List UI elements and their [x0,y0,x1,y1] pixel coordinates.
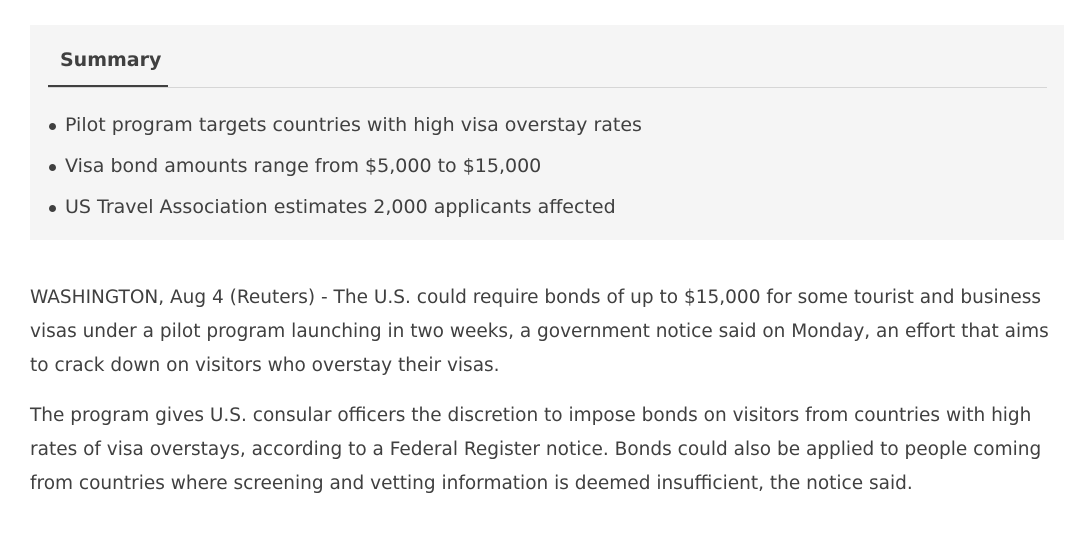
summary-tab[interactable] [48,47,168,91]
article-paragraph: WASHINGTON, Aug 4 (Reuters) - The U.S. could require bonds of up to $15,000 for some tourist and business visas under a pilot program launching in two weeks, a government notice said on Monday, an effort that aims to crack down on visitors who overstay their visas. [30,287,1049,376]
article-body [30,281,1070,517]
summary-title: Summary [60,49,162,71]
summary-bullet-text: Visa bond amounts range from $5,000 to $15,000 [65,155,542,177]
article-paragraph: The program gives U.S. consular officers the discretion to impose bonds on visitors from countries with high rates of visa overstays, according to a Federal Register notice. Bonds could also be applied to people coming from countries where screening and vetting information is deemed insufficient, the notice said. [30,405,1042,494]
summary-box [30,25,1064,240]
summary-bullet [46,194,642,235]
summary-bullet-text: US Travel Association estimates 2,000 applicants affected [65,196,616,218]
bullet-dot-icon [49,164,56,171]
summary-bullet [46,112,642,153]
summary-divider [48,87,1047,88]
bullet-dot-icon [49,123,56,130]
summary-bullet-list [46,112,642,235]
summary-bullet-text: Pilot program targets countries with high visa overstay rates [65,114,642,136]
bullet-dot-icon [49,205,56,212]
summary-bullet [46,153,642,194]
